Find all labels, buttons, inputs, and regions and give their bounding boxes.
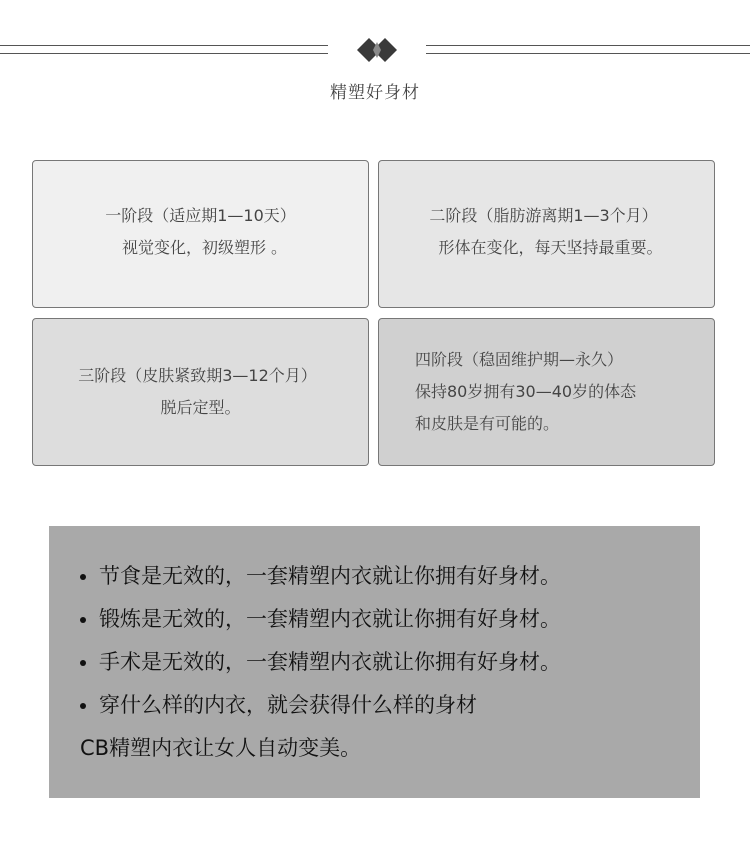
stage-card-4	[378, 318, 715, 466]
stage-4-description-line-1: 保持80岁拥有30—40岁的体态	[415, 382, 637, 401]
stage-1-title: 一阶段（适应期1—10天）	[105, 206, 296, 225]
stage-2-description: 形体在变化，每天坚持最重要。	[438, 238, 663, 257]
section-title: 精塑好身材	[330, 83, 420, 103]
bullet-item	[80, 641, 700, 684]
stage-card-3	[32, 318, 369, 466]
stage-3-description: 脱后定型。	[160, 398, 241, 417]
stage-card-1	[32, 160, 369, 308]
closing-statement: CB精塑内衣让女人自动变美。	[80, 736, 362, 760]
bullet-dot-icon	[80, 703, 86, 709]
stage-4-title: 四阶段（稳固维护期—永久）	[415, 350, 624, 369]
header-divider-right	[426, 45, 750, 54]
header-divider-left	[0, 45, 328, 54]
stage-2-title: 二阶段（脂肪游离期1—3个月）	[429, 206, 658, 225]
double-diamond-icon	[357, 36, 401, 64]
bullet-item	[80, 598, 700, 641]
stage-4-description-line-2: 和皮肤是有可能的。	[415, 414, 560, 433]
stage-1-description: 视觉变化，初级塑形 。	[121, 238, 288, 257]
bullet-dot-icon	[80, 617, 86, 623]
bullet-text: 锻炼是无效的，一套精塑内衣就让你拥有好身材。	[99, 607, 561, 631]
stage-card-2	[378, 160, 715, 308]
stage-3-title: 三阶段（皮肤紧致期3—12个月）	[78, 366, 317, 385]
bullet-item	[80, 684, 700, 727]
bullet-text: 节食是无效的，一套精塑内衣就让你拥有好身材。	[99, 564, 561, 588]
bullet-dot-icon	[80, 660, 86, 666]
bullet-item	[80, 555, 700, 598]
bullet-dot-icon	[80, 574, 86, 580]
claims-panel	[49, 526, 700, 798]
bullet-text: 穿什么样的内衣，就会获得什么样的身材	[99, 693, 477, 717]
bullet-text: 手术是无效的，一套精塑内衣就让你拥有好身材。	[99, 650, 561, 674]
